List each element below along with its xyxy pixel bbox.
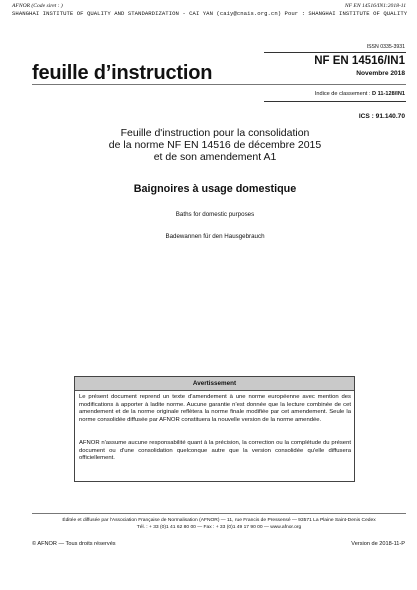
divider-top [264,52,406,53]
divider-classification [264,101,406,102]
divider-footer [32,513,406,514]
header-licence-line: SHANGHAI INSTITUTE OF QUALITY AND STANDARDIZATION - CAI YAN (caiy@cnais.org.cn) Pour : SHANGHAI INSTITUTE OF QUALITY [12,10,407,17]
standard-code: NF EN 14516/IN1 [314,55,405,67]
standard-date: Novembre 2018 [356,70,405,77]
warning-box [74,376,355,482]
classification-index [315,91,405,97]
classification-label: Indice de classement : [314,91,371,97]
version-label: Version de 2018-11-P [351,541,405,547]
subtitle-line: et de son amendement A1 [153,151,277,163]
header-document-ref: NF EN 14516/IN1:2018-11 [344,3,406,9]
copyright-notice: © AFNOR — Tous droits réservés [32,541,116,547]
subtitle-line: Feuille d'instruction pour la consolidation [120,127,310,139]
issn-number: ISSN 0335-3931 [366,44,405,50]
title-translation-en: Baths for domestic purposes [175,211,255,218]
publisher-contact: Tél. : + 33 (0)1 41 62 80 00 — Fax : + 33 (0)1 49 17 90 00 — www.afnor.org [136,525,302,530]
warning-heading: Avertissement [75,377,354,391]
publisher-info [32,517,406,531]
ics-code: ICS : 91.140.70 [358,113,405,120]
title-translation-de: Badewannen für den Hausgebrauch [165,233,265,240]
warning-paragraph: Le présent document reprend un texte d'amendement à une norme européenne avec mention des modifications à apporter à ladite norme. Aucune garantie n'est donnée que la lecture combinée de cet amendement et de la norme originale reflètera la norme finale modifiée par cet amendement. Seule la norme consolidée diffusée par AFNOR constituera la nouvelle version de la norme amendée. [79,394,351,424]
publisher-address: Éditée et diffusée par l'Association Française de Normalisation (AFNOR) — 11, rue Francis de Pressensé — 93571 La Plaine Saint-Denis Cedex [62,518,376,523]
document-subtitle [60,127,370,163]
product-title: Baignoires à usage domestique [133,183,297,195]
classification-value: D 11-128/IN1 [372,91,405,97]
divider-title [32,84,406,85]
warning-paragraph: AFNOR n'assume aucune responsabilité quant à la précision, la correction ou la complétude du présent document ou d'une consolidation quelconque autre que la version consolidée qu'elle diffusera officiellement. [79,440,351,462]
document-type-title: feuille d’instruction [32,62,213,84]
header-source: AFNOR (Code siret : ) [12,3,63,9]
subtitle-line: de la norme NF EN 14516 de décembre 2015 [108,139,322,151]
